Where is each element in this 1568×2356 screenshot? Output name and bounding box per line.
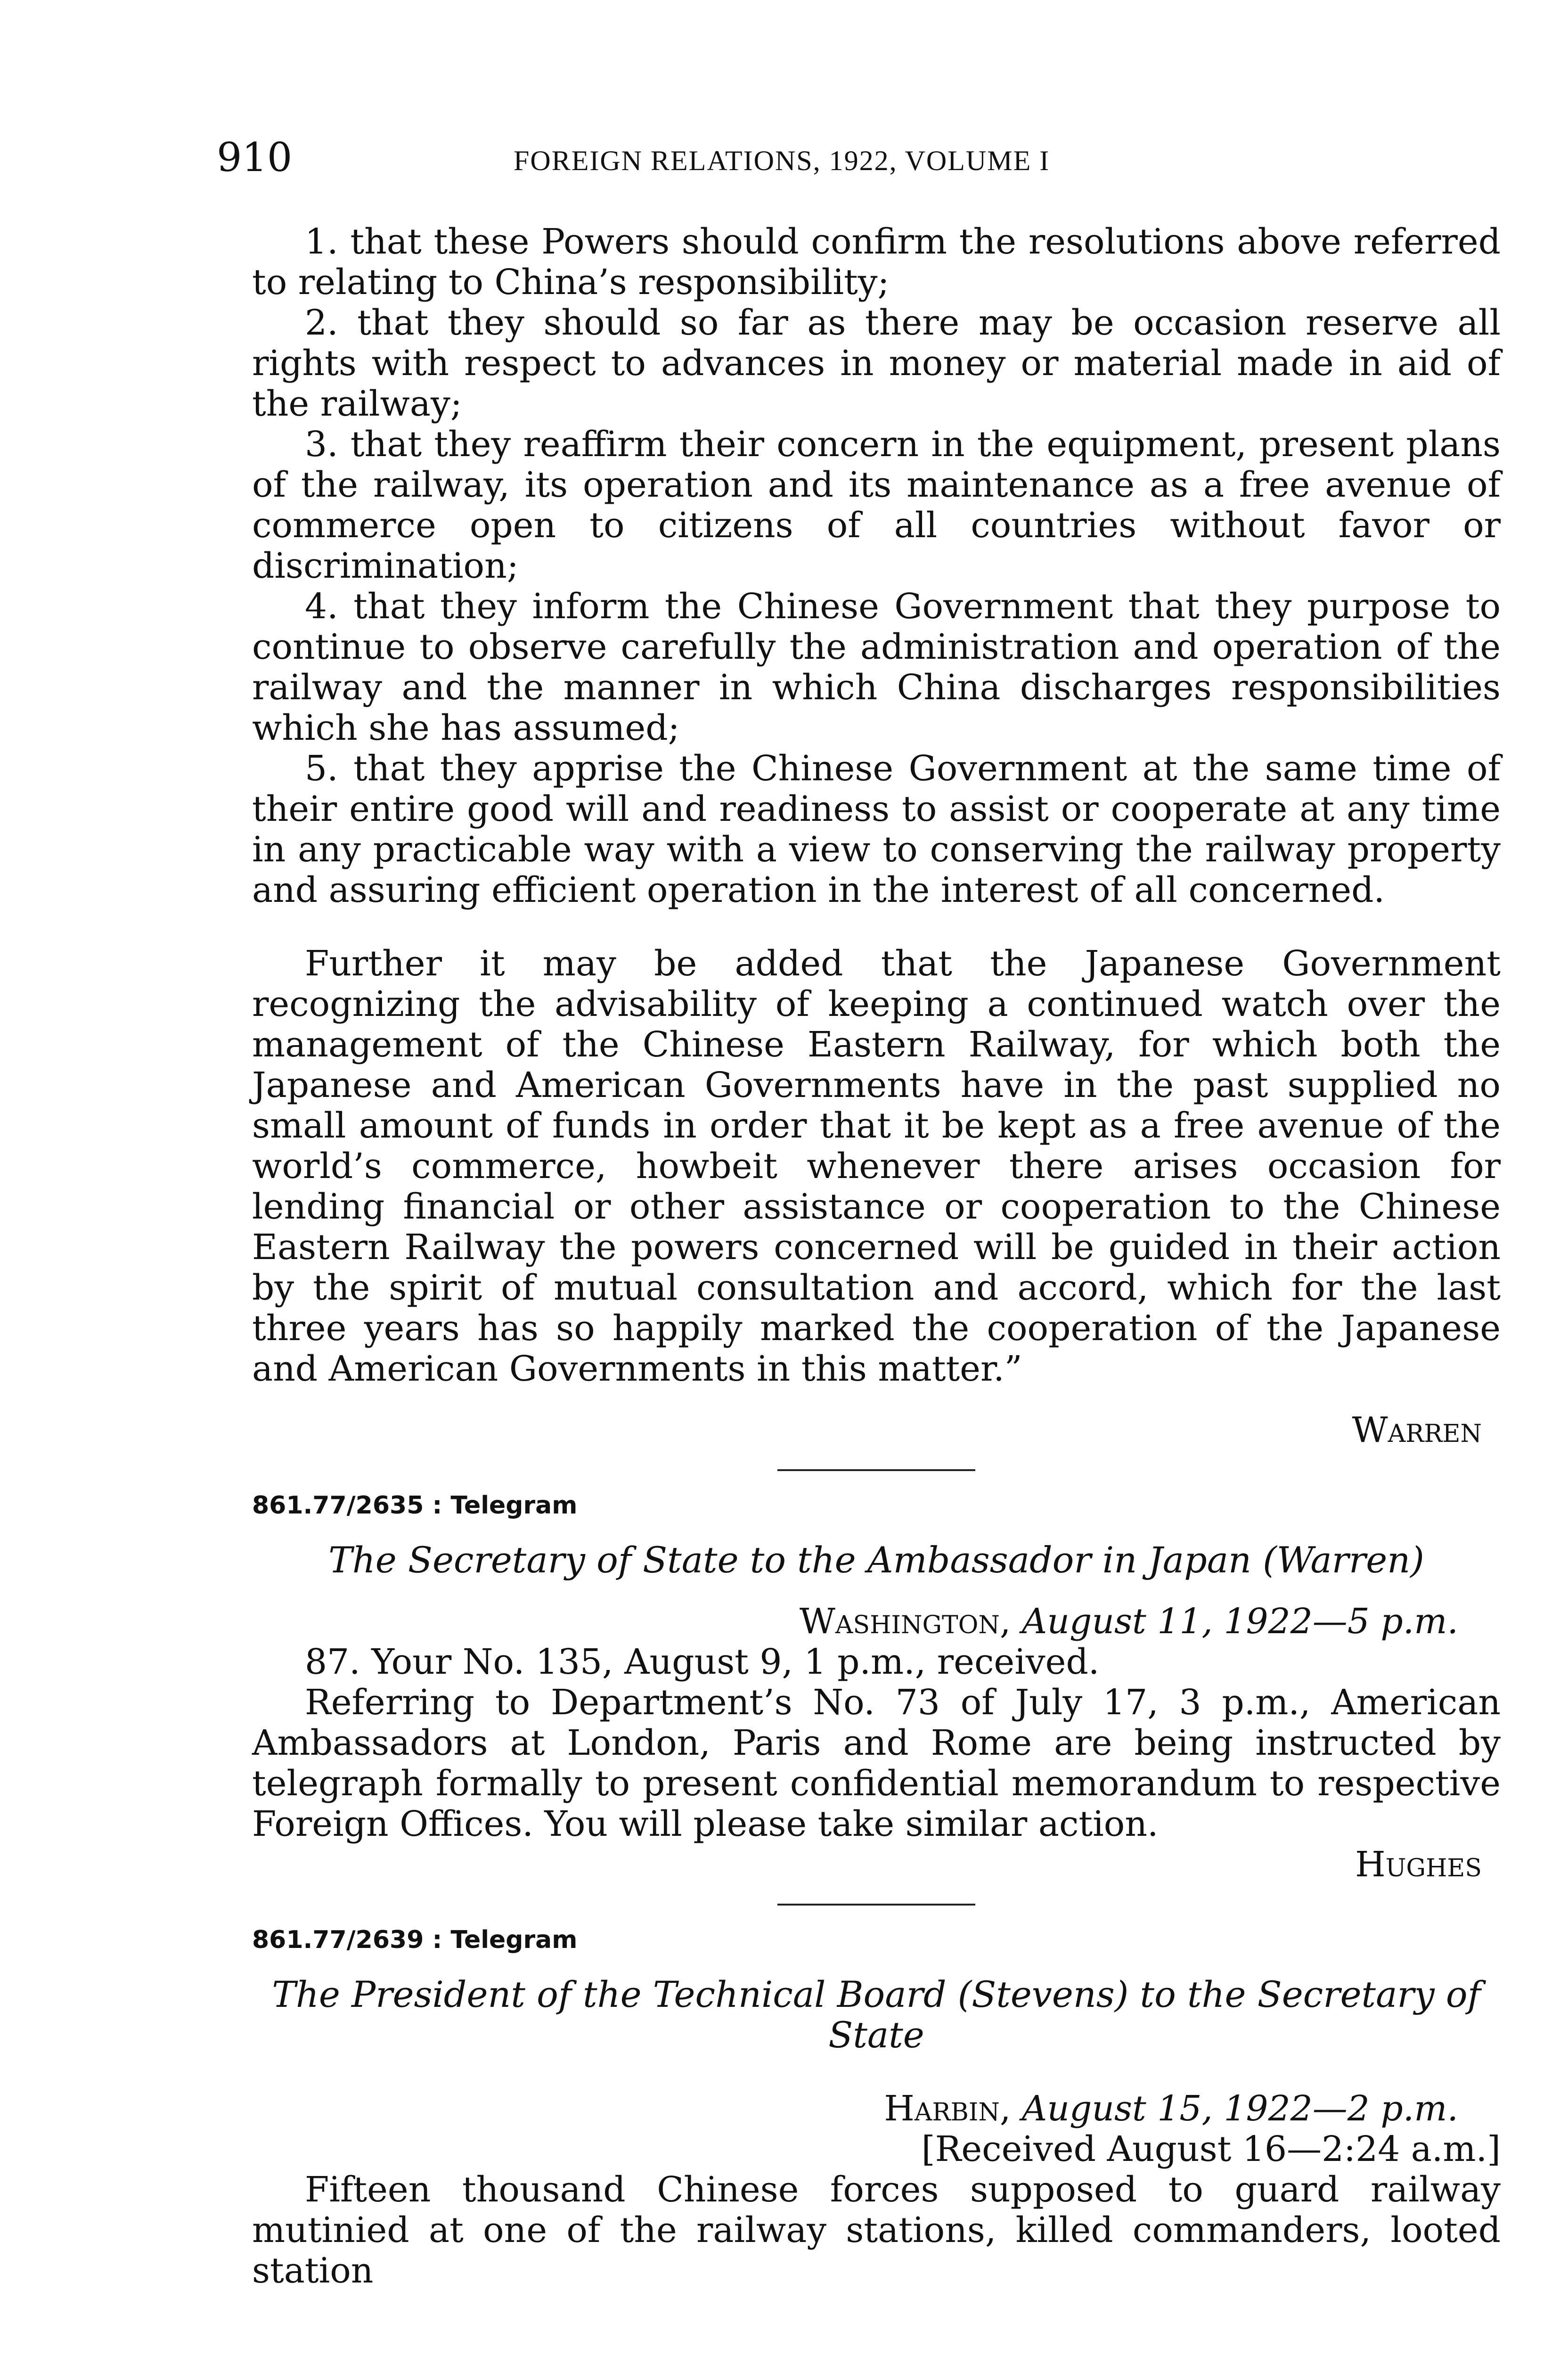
body-paragraph: Fifteen thousand Chinese forces supposed to guard railway mutinied at one of the railway stations, killed commanders, looted station xyxy=(252,2169,1501,2291)
received-note: [Received August 16—2:24 a.m.] xyxy=(921,2129,1501,2169)
document-title: The President of the Technical Board (Stevens) to the Secretary of State xyxy=(272,1973,1481,2056)
body-paragraph: Referring to Department’s No. 73 of July 17, 3 p.m., American Ambassadors at London, Paris and Rome are being instructed by telegraph formally to present confidential memorandum to respective Foreign Offices. You will please take similar action. xyxy=(252,1682,1501,1844)
list-item: 4. that they inform the Chinese Government that they purpose to continue to observe carefully the administration and operation of the railway and the manner in which China discharges responsibilities which she has assumed; xyxy=(252,586,1501,748)
place-date xyxy=(252,1601,1501,1642)
further-paragraph: Further it may be added that the Japanese Government recognizing the advisability of keeping a continued watch over the management of the Chinese Eastern Railway, for which both the Japanese and American Governments have in the past supplied no small amount of funds in order that it be kept as a free avenue of the world’s commerce, howbeit whenever there arises occasion for lending financial or other assistance or cooperation to the Chinese Eastern Railway the powers concerned will be guided in their action by the spirit of mutual consultation and accord, which for the last three years has so happily marked the cooperation of the Japanese and American Governments in this matter.” xyxy=(252,943,1501,1389)
body-paragraph: 87. Your No. 135, August 9, 1 p.m., received. xyxy=(305,1642,1100,1682)
page-content xyxy=(252,221,1501,2291)
list-item: 2. that they should so far as there may be occasion reserve all rights with respect to advances in money or material made in aid of the railway; xyxy=(252,303,1501,424)
file-reference: 861.77/2635 : Telegram xyxy=(252,1491,578,1520)
list-item: 5. that they apprise the Chinese Government at the same time of their entire good will and readiness to assist or cooperate at any time in any practicable way with a view to conserving the railway property and assuring efficient operation in the interest of all concerned. xyxy=(252,748,1501,910)
date: August 11, 1922—5 p.m. xyxy=(1021,1601,1458,1642)
page-number: 910 xyxy=(217,134,293,180)
date: August 15, 1922—2 p.m. xyxy=(1021,2088,1458,2129)
place: Washington, xyxy=(799,1601,1011,1642)
section-divider xyxy=(777,1469,975,1471)
signature-hughes: Hughes xyxy=(1355,1844,1482,1885)
list-item: 1. that these Powers should confirm the resolutions above referred to relating to China’s responsibility; xyxy=(252,221,1501,303)
file-reference: 861.77/2639 : Telegram xyxy=(252,1926,578,1954)
page-header xyxy=(217,134,1489,181)
document-title: The Secretary of State to the Ambassador in Japan (Warren) xyxy=(328,1539,1424,1581)
resolution-list xyxy=(252,221,1501,910)
place: Harbin, xyxy=(884,2088,1011,2129)
running-head: FOREIGN RELATIONS, 1922, VOLUME I xyxy=(514,145,1050,176)
list-item: 3. that they reaffirm their concern in the equipment, present plans of the railway, its operation and its maintenance as a free avenue of commerce open to citizens of all countries without favor or discrimination; xyxy=(252,424,1501,586)
section-divider xyxy=(777,1904,975,1906)
signature-warren: Warren xyxy=(1352,1410,1482,1450)
place-date xyxy=(252,2088,1501,2129)
